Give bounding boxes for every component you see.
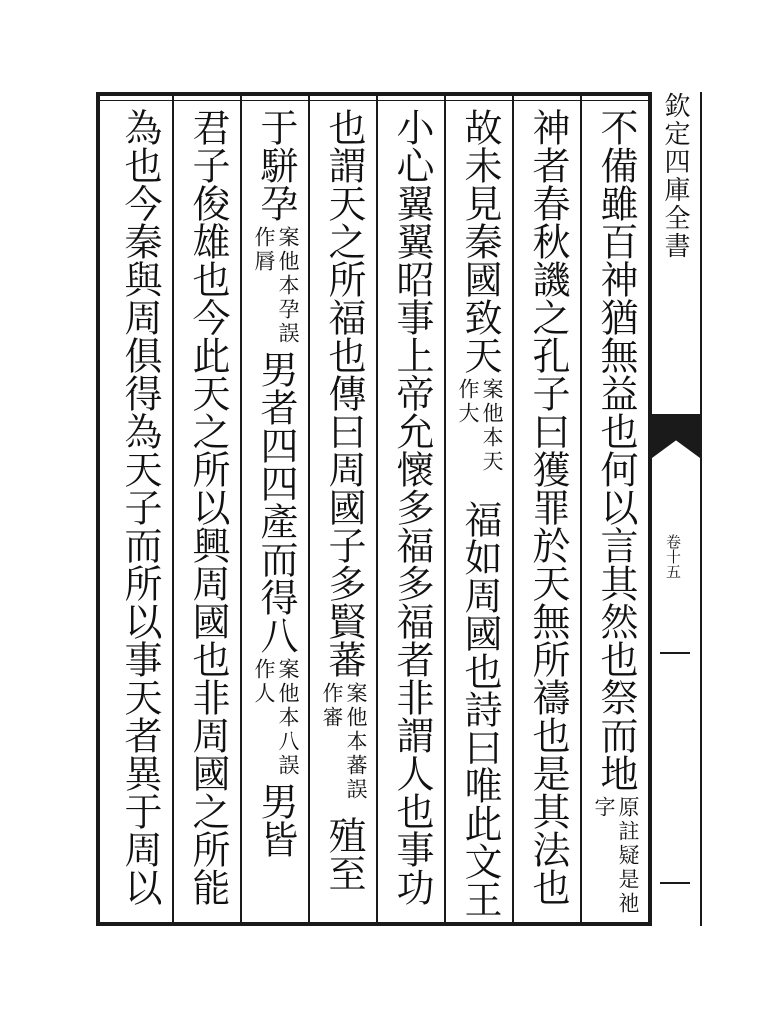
main-text: 為也今秦與周俱得為天子而所以事天者異于周以 <box>118 108 162 906</box>
main-text: 君子俊雄也今此天之所以興周國也非周國之所能 <box>186 108 230 906</box>
top-border <box>96 92 652 96</box>
margin-tick <box>660 882 690 884</box>
text-column-2 <box>522 108 574 920</box>
main-text: 不備雖百神猶無益也何以言其然也祭而地 <box>594 108 638 792</box>
book-title: 欽定四庫全書 <box>660 92 690 260</box>
main-text: 殖至 <box>322 816 366 892</box>
leaf-label: 卷十五 <box>664 534 682 579</box>
text-column-3 <box>454 108 506 920</box>
annotation-note: 案他本八誤作人 <box>252 658 300 778</box>
text-column-4 <box>386 108 438 920</box>
column-divider <box>512 96 514 924</box>
main-text: 男者四四產而得八 <box>254 350 298 654</box>
margin-tick <box>660 652 690 654</box>
top-border-inner <box>96 100 652 101</box>
main-text: 神者春秋譏之孔子曰獲罪於天無所禱也是其法也 <box>526 108 570 906</box>
text-column-5 <box>318 108 370 920</box>
main-text: 于駢孕 <box>254 108 298 222</box>
main-text: 男皆 <box>254 782 298 858</box>
main-text: 福如周國也詩曰唯此文王 <box>458 500 502 918</box>
column-divider <box>308 96 310 924</box>
column-divider <box>444 96 446 924</box>
main-text: 也謂天之所福也傳曰周國子多賢蕃 <box>322 108 366 678</box>
left-border <box>96 92 100 926</box>
annotation-note: 案他本孕誤作脣 <box>252 226 300 346</box>
bottom-border <box>96 922 652 926</box>
text-column-6 <box>250 108 302 920</box>
outer-edge-line <box>700 92 702 926</box>
column-divider <box>376 96 378 924</box>
column-divider <box>172 96 174 924</box>
annotation-note: 案他本天作大 <box>456 378 504 474</box>
column-divider <box>580 96 582 924</box>
text-column-7 <box>182 108 234 920</box>
text-column-8 <box>114 108 166 920</box>
text-column-1 <box>590 108 642 920</box>
annotation-note: 案他本蕃誤作審 <box>320 682 368 802</box>
main-text: 故未見秦國致天 <box>458 108 502 374</box>
annotation-note: 原註疑是祂字 <box>592 796 640 916</box>
main-text: 小心翼翼昭事上帝允懷多福多福者非謂人也事功 <box>390 108 434 906</box>
fishtail-mark <box>652 414 700 458</box>
page-margin-strip <box>652 92 700 926</box>
column-divider <box>240 96 242 924</box>
